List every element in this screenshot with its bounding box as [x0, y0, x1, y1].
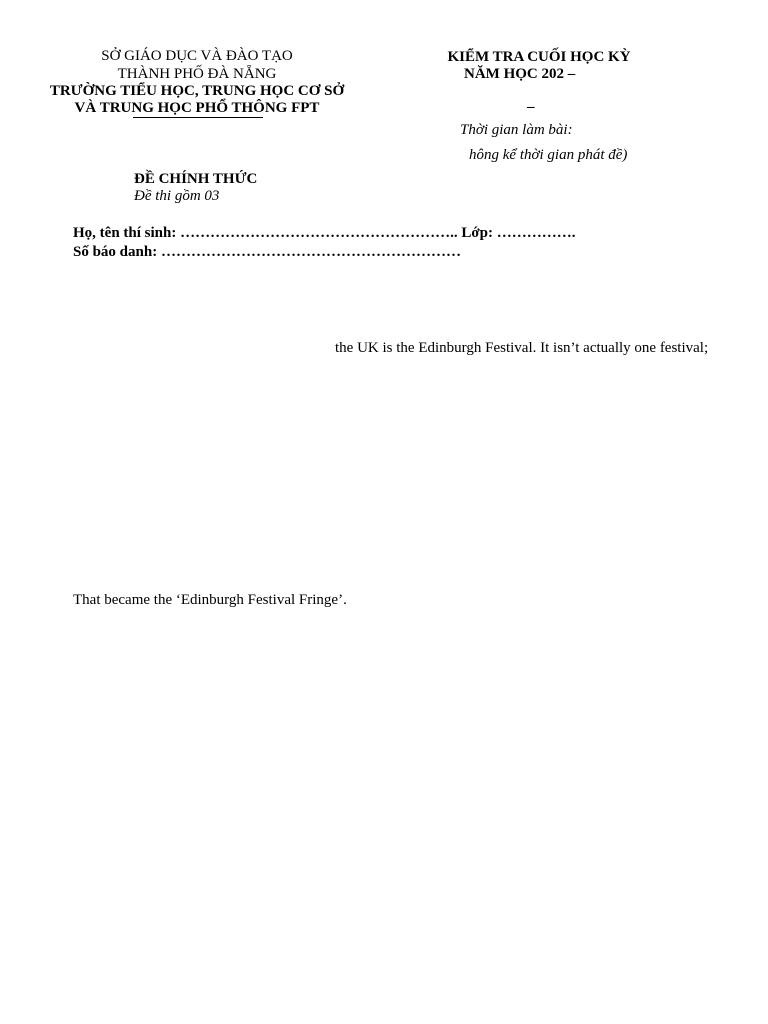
official-exam-label: ĐỀ CHÍNH THỨC: [134, 171, 258, 187]
student-id-field: Số báo danh: ……………………………………………………: [73, 244, 461, 260]
exam-title: KIỂM TRA CUỐI HỌC KỲ: [447, 49, 631, 65]
city-name: THÀNH PHỐ ĐÀ NẴNG: [117, 66, 277, 82]
header-underline: [133, 117, 263, 118]
fringe-sentence: That became the ‘Edinburgh Festival Fringe’.: [73, 592, 347, 608]
school-name-line1: TRƯỜNG TIỂU HỌC, TRUNG HỌC CƠ SỞ: [49, 83, 345, 99]
passage-fragment: the UK is the Edinburgh Festival. It isn’t actually one festival;: [335, 340, 709, 356]
department-name: SỞ GIÁO DỤC VÀ ĐÀO TẠO: [101, 48, 293, 64]
school-name-line2: VÀ TRUNG HỌC PHỔ THÔNG FPT: [74, 100, 320, 116]
time-label: Thời gian làm bài:: [460, 122, 573, 138]
exam-pages-note: Đề thi gồm 03: [134, 188, 220, 204]
time-note: hông kể thời gian phát đề): [469, 147, 628, 163]
student-name-field: Họ, tên thí sinh: ……………………………………………….. Lớp: …………….: [73, 225, 576, 241]
school-year: NĂM HỌC 202 –: [464, 66, 576, 82]
year-dash: –: [527, 99, 535, 115]
